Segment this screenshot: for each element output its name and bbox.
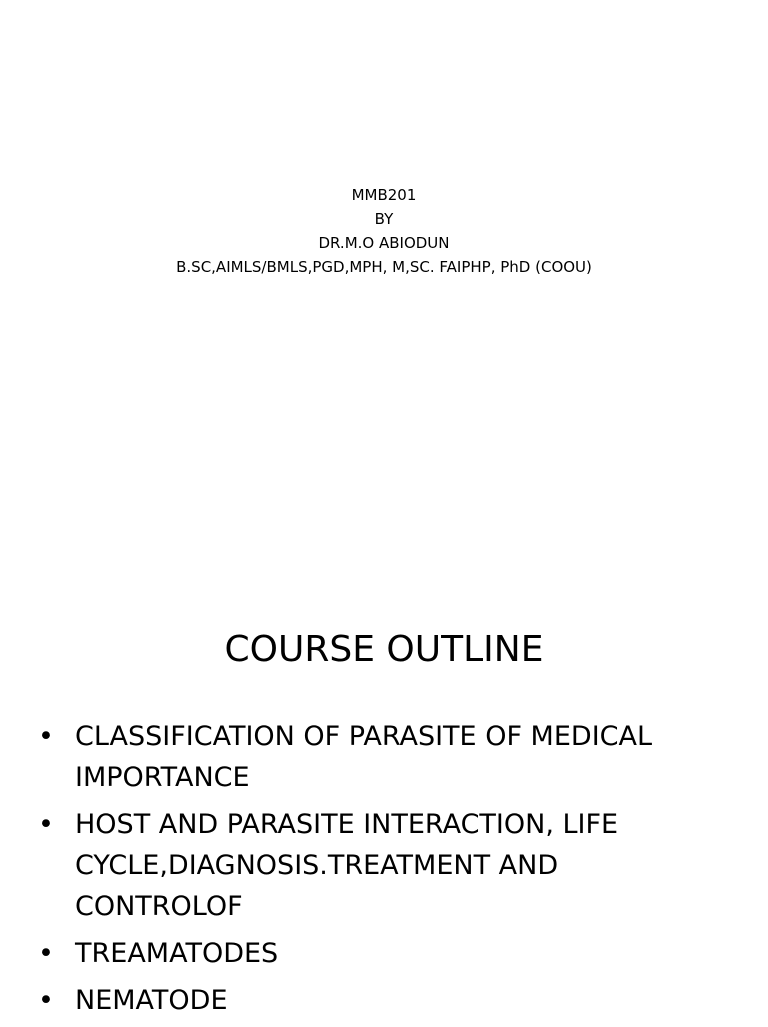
list-item-text: NEMATODE bbox=[75, 985, 228, 1016]
outline-list bbox=[38, 716, 718, 1027]
author-name: DR.M.O ABIODUN bbox=[318, 234, 450, 252]
list-item bbox=[38, 804, 718, 927]
bullet-icon: • bbox=[38, 721, 54, 752]
list-item bbox=[38, 716, 718, 798]
list-item bbox=[38, 980, 718, 1021]
author-credentials: B.SC,AIMLS/BMLS,PGD,MPH, M,SC. FAIPHP, PhD (COOU) bbox=[176, 258, 592, 276]
bullet-icon: • bbox=[38, 809, 54, 840]
list-item-text: CLASSIFICATION OF PARASITE OF MEDICAL IMPORTANCE bbox=[75, 721, 653, 793]
bullet-icon: • bbox=[38, 985, 54, 1016]
list-item-text: HOST AND PARASITE INTERACTION, LIFE CYCLE,DIAGNOSIS.TREATMENT AND CONTROLOF bbox=[75, 809, 619, 922]
bullet-icon: • bbox=[38, 938, 54, 969]
list-item bbox=[38, 933, 718, 974]
course-code: MMB201 bbox=[351, 186, 417, 204]
course-outline-slide bbox=[0, 576, 768, 1024]
title-block bbox=[0, 183, 768, 279]
outline-heading: COURSE OUTLINE bbox=[224, 629, 544, 670]
list-item-text: TREAMATODES bbox=[75, 938, 279, 969]
by-line: BY bbox=[374, 210, 394, 228]
